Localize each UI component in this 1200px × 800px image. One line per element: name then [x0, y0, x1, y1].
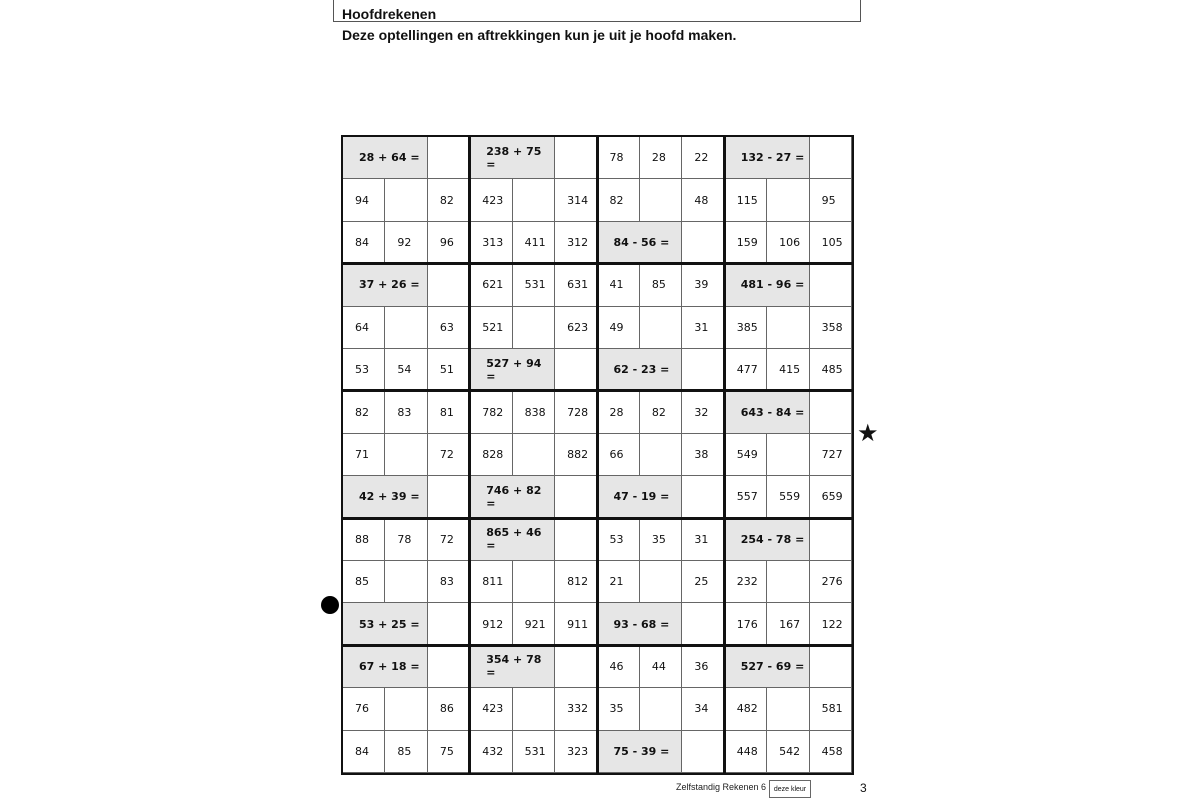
- answer-cell: 521: [470, 307, 512, 349]
- answer-cell: 22: [682, 137, 724, 179]
- page-subtitle: Deze optellingen en aftrekkingen kun je uit je hoofd maken.: [342, 27, 737, 43]
- answer-cell: 106: [767, 222, 809, 264]
- answer-cell: [682, 349, 724, 391]
- answer-cell: [810, 137, 852, 179]
- answer-cell: 276: [810, 561, 852, 603]
- answer-cell: 82: [598, 179, 640, 221]
- answer-cell: [513, 561, 555, 603]
- answer-cell: 828: [470, 434, 512, 476]
- answer-cell: 782: [470, 391, 512, 433]
- answer-cell: 82: [640, 391, 682, 433]
- answer-cell: 423: [470, 179, 512, 221]
- answer-cell: [810, 264, 852, 306]
- answer-cell: 78: [598, 137, 640, 179]
- problem-cell: 62 - 23 =: [598, 349, 683, 391]
- problem-cell: 42 + 39 =: [343, 476, 428, 518]
- problem-cell: 746 + 82 =: [470, 476, 555, 518]
- answer-cell: 53: [598, 519, 640, 561]
- answer-cell: [385, 307, 427, 349]
- answer-cell: 38: [682, 434, 724, 476]
- answer-cell: 659: [810, 476, 852, 518]
- answer-cell: [513, 307, 555, 349]
- answer-cell: 312: [555, 222, 597, 264]
- answer-cell: [682, 476, 724, 518]
- problem-cell: 527 + 94 =: [470, 349, 555, 391]
- block-divider-vertical: [468, 137, 471, 773]
- answer-cell: 94: [343, 179, 385, 221]
- answer-cell: 46: [598, 646, 640, 688]
- page-title: Hoofdrekenen: [342, 6, 437, 22]
- answer-cell: 92: [385, 222, 427, 264]
- problem-cell: 37 + 26 =: [343, 264, 428, 306]
- answer-cell: 63: [428, 307, 470, 349]
- answer-cell: 83: [428, 561, 470, 603]
- answer-cell: 531: [513, 731, 555, 773]
- answer-cell: 477: [725, 349, 767, 391]
- problem-cell: 527 - 69 =: [725, 646, 810, 688]
- answer-cell: [810, 519, 852, 561]
- answer-cell: [767, 307, 809, 349]
- answer-cell: 542: [767, 731, 809, 773]
- answer-cell: 35: [640, 519, 682, 561]
- answer-cell: [767, 434, 809, 476]
- answer-cell: 559: [767, 476, 809, 518]
- block-divider-horizontal: [343, 644, 852, 647]
- answer-cell: [385, 179, 427, 221]
- problem-cell: 75 - 39 =: [598, 731, 683, 773]
- problem-cell: 238 + 75 =: [470, 137, 555, 179]
- answer-cell: [555, 137, 597, 179]
- answer-cell: 557: [725, 476, 767, 518]
- answer-cell: [385, 688, 427, 730]
- answer-cell: 85: [385, 731, 427, 773]
- answer-cell: 31: [682, 307, 724, 349]
- answer-cell: 51: [428, 349, 470, 391]
- block-divider-horizontal: [343, 389, 852, 392]
- answer-cell: 882: [555, 434, 597, 476]
- answer-cell: 48: [682, 179, 724, 221]
- problem-cell: 481 - 96 =: [725, 264, 810, 306]
- answer-cell: 31: [682, 519, 724, 561]
- answer-cell: 76: [343, 688, 385, 730]
- answer-cell: 72: [428, 434, 470, 476]
- problem-cell: 67 + 18 =: [343, 646, 428, 688]
- answer-cell: 39: [682, 264, 724, 306]
- answer-cell: 105: [810, 222, 852, 264]
- exercise-grid: [341, 135, 854, 775]
- answer-cell: 28: [598, 391, 640, 433]
- answer-cell: 84: [343, 731, 385, 773]
- answer-cell: 86: [428, 688, 470, 730]
- answer-cell: 812: [555, 561, 597, 603]
- answer-cell: [513, 434, 555, 476]
- answer-cell: [428, 646, 470, 688]
- problem-cell: 643 - 84 =: [725, 391, 810, 433]
- answer-cell: 411: [513, 222, 555, 264]
- answer-cell: 71: [343, 434, 385, 476]
- answer-cell: 631: [555, 264, 597, 306]
- answer-cell: [428, 137, 470, 179]
- answer-cell: 35: [598, 688, 640, 730]
- answer-cell: 385: [725, 307, 767, 349]
- answer-cell: 81: [428, 391, 470, 433]
- answer-cell: 66: [598, 434, 640, 476]
- answer-cell: [682, 731, 724, 773]
- answer-cell: 921: [513, 603, 555, 645]
- answer-cell: 727: [810, 434, 852, 476]
- answer-cell: [428, 476, 470, 518]
- answer-cell: 232: [725, 561, 767, 603]
- problem-cell: 865 + 46 =: [470, 519, 555, 561]
- answer-cell: 621: [470, 264, 512, 306]
- star-icon: ★: [857, 419, 879, 447]
- answer-cell: 88: [343, 519, 385, 561]
- answer-cell: 581: [810, 688, 852, 730]
- answer-cell: 82: [343, 391, 385, 433]
- answer-cell: 78: [385, 519, 427, 561]
- answer-cell: 911: [555, 603, 597, 645]
- problem-cell: 354 + 78 =: [470, 646, 555, 688]
- answer-cell: [555, 646, 597, 688]
- answer-cell: 159: [725, 222, 767, 264]
- answer-cell: 432: [470, 731, 512, 773]
- answer-cell: [682, 222, 724, 264]
- answer-cell: 85: [640, 264, 682, 306]
- answer-cell: [555, 349, 597, 391]
- answer-cell: 332: [555, 688, 597, 730]
- answer-cell: 41: [598, 264, 640, 306]
- answer-cell: 423: [470, 688, 512, 730]
- answer-cell: [555, 519, 597, 561]
- answer-cell: [513, 688, 555, 730]
- problem-cell: 53 + 25 =: [343, 603, 428, 645]
- answer-cell: 36: [682, 646, 724, 688]
- answer-cell: 623: [555, 307, 597, 349]
- answer-cell: 21: [598, 561, 640, 603]
- problem-cell: 28 + 64 =: [343, 137, 428, 179]
- answer-cell: 95: [810, 179, 852, 221]
- answer-cell: 75: [428, 731, 470, 773]
- answer-cell: [640, 688, 682, 730]
- answer-cell: 176: [725, 603, 767, 645]
- footer-book-title: Zelfstandig Rekenen 6: [676, 782, 767, 792]
- answer-cell: 485: [810, 349, 852, 391]
- answer-cell: [428, 264, 470, 306]
- answer-cell: [640, 434, 682, 476]
- answer-cell: 28: [640, 137, 682, 179]
- answer-cell: 34: [682, 688, 724, 730]
- answer-cell: 531: [513, 264, 555, 306]
- block-divider-vertical: [596, 137, 599, 773]
- answer-cell: 314: [555, 179, 597, 221]
- answer-cell: 85: [343, 561, 385, 603]
- answer-cell: 313: [470, 222, 512, 264]
- answer-cell: [385, 561, 427, 603]
- answer-cell: 167: [767, 603, 809, 645]
- problem-cell: 132 - 27 =: [725, 137, 810, 179]
- answer-cell: 32: [682, 391, 724, 433]
- answer-cell: 54: [385, 349, 427, 391]
- answer-cell: 448: [725, 731, 767, 773]
- answer-cell: 122: [810, 603, 852, 645]
- answer-cell: [767, 688, 809, 730]
- answer-cell: 96: [428, 222, 470, 264]
- problem-cell: 254 - 78 =: [725, 519, 810, 561]
- answer-cell: [513, 179, 555, 221]
- answer-cell: 358: [810, 307, 852, 349]
- answer-cell: 84: [343, 222, 385, 264]
- answer-cell: [767, 561, 809, 603]
- answer-cell: [640, 179, 682, 221]
- problem-cell: 47 - 19 =: [598, 476, 683, 518]
- answer-cell: 912: [470, 603, 512, 645]
- answer-cell: [555, 476, 597, 518]
- answer-cell: 53: [343, 349, 385, 391]
- answer-cell: [682, 603, 724, 645]
- answer-cell: 82: [428, 179, 470, 221]
- answer-cell: [810, 646, 852, 688]
- color-box[interactable]: deze kleur: [769, 780, 811, 798]
- answer-cell: 482: [725, 688, 767, 730]
- answer-cell: 72: [428, 519, 470, 561]
- answer-cell: 83: [385, 391, 427, 433]
- answer-cell: [810, 391, 852, 433]
- answer-cell: [767, 179, 809, 221]
- page-number: 3: [860, 781, 867, 795]
- answer-cell: [640, 561, 682, 603]
- block-divider-horizontal: [343, 517, 852, 520]
- answer-cell: 728: [555, 391, 597, 433]
- answer-cell: [640, 307, 682, 349]
- answer-cell: [428, 603, 470, 645]
- answer-cell: 323: [555, 731, 597, 773]
- answer-cell: [385, 434, 427, 476]
- answer-cell: 549: [725, 434, 767, 476]
- problem-cell: 93 - 68 =: [598, 603, 683, 645]
- block-divider-vertical: [723, 137, 726, 773]
- dot-icon: [321, 596, 339, 614]
- answer-cell: 838: [513, 391, 555, 433]
- answer-cell: 64: [343, 307, 385, 349]
- answer-cell: 115: [725, 179, 767, 221]
- answer-cell: 811: [470, 561, 512, 603]
- answer-cell: 415: [767, 349, 809, 391]
- answer-cell: 25: [682, 561, 724, 603]
- block-divider-horizontal: [343, 262, 852, 265]
- answer-cell: 44: [640, 646, 682, 688]
- problem-cell: 84 - 56 =: [598, 222, 683, 264]
- answer-cell: 49: [598, 307, 640, 349]
- answer-cell: 458: [810, 731, 852, 773]
